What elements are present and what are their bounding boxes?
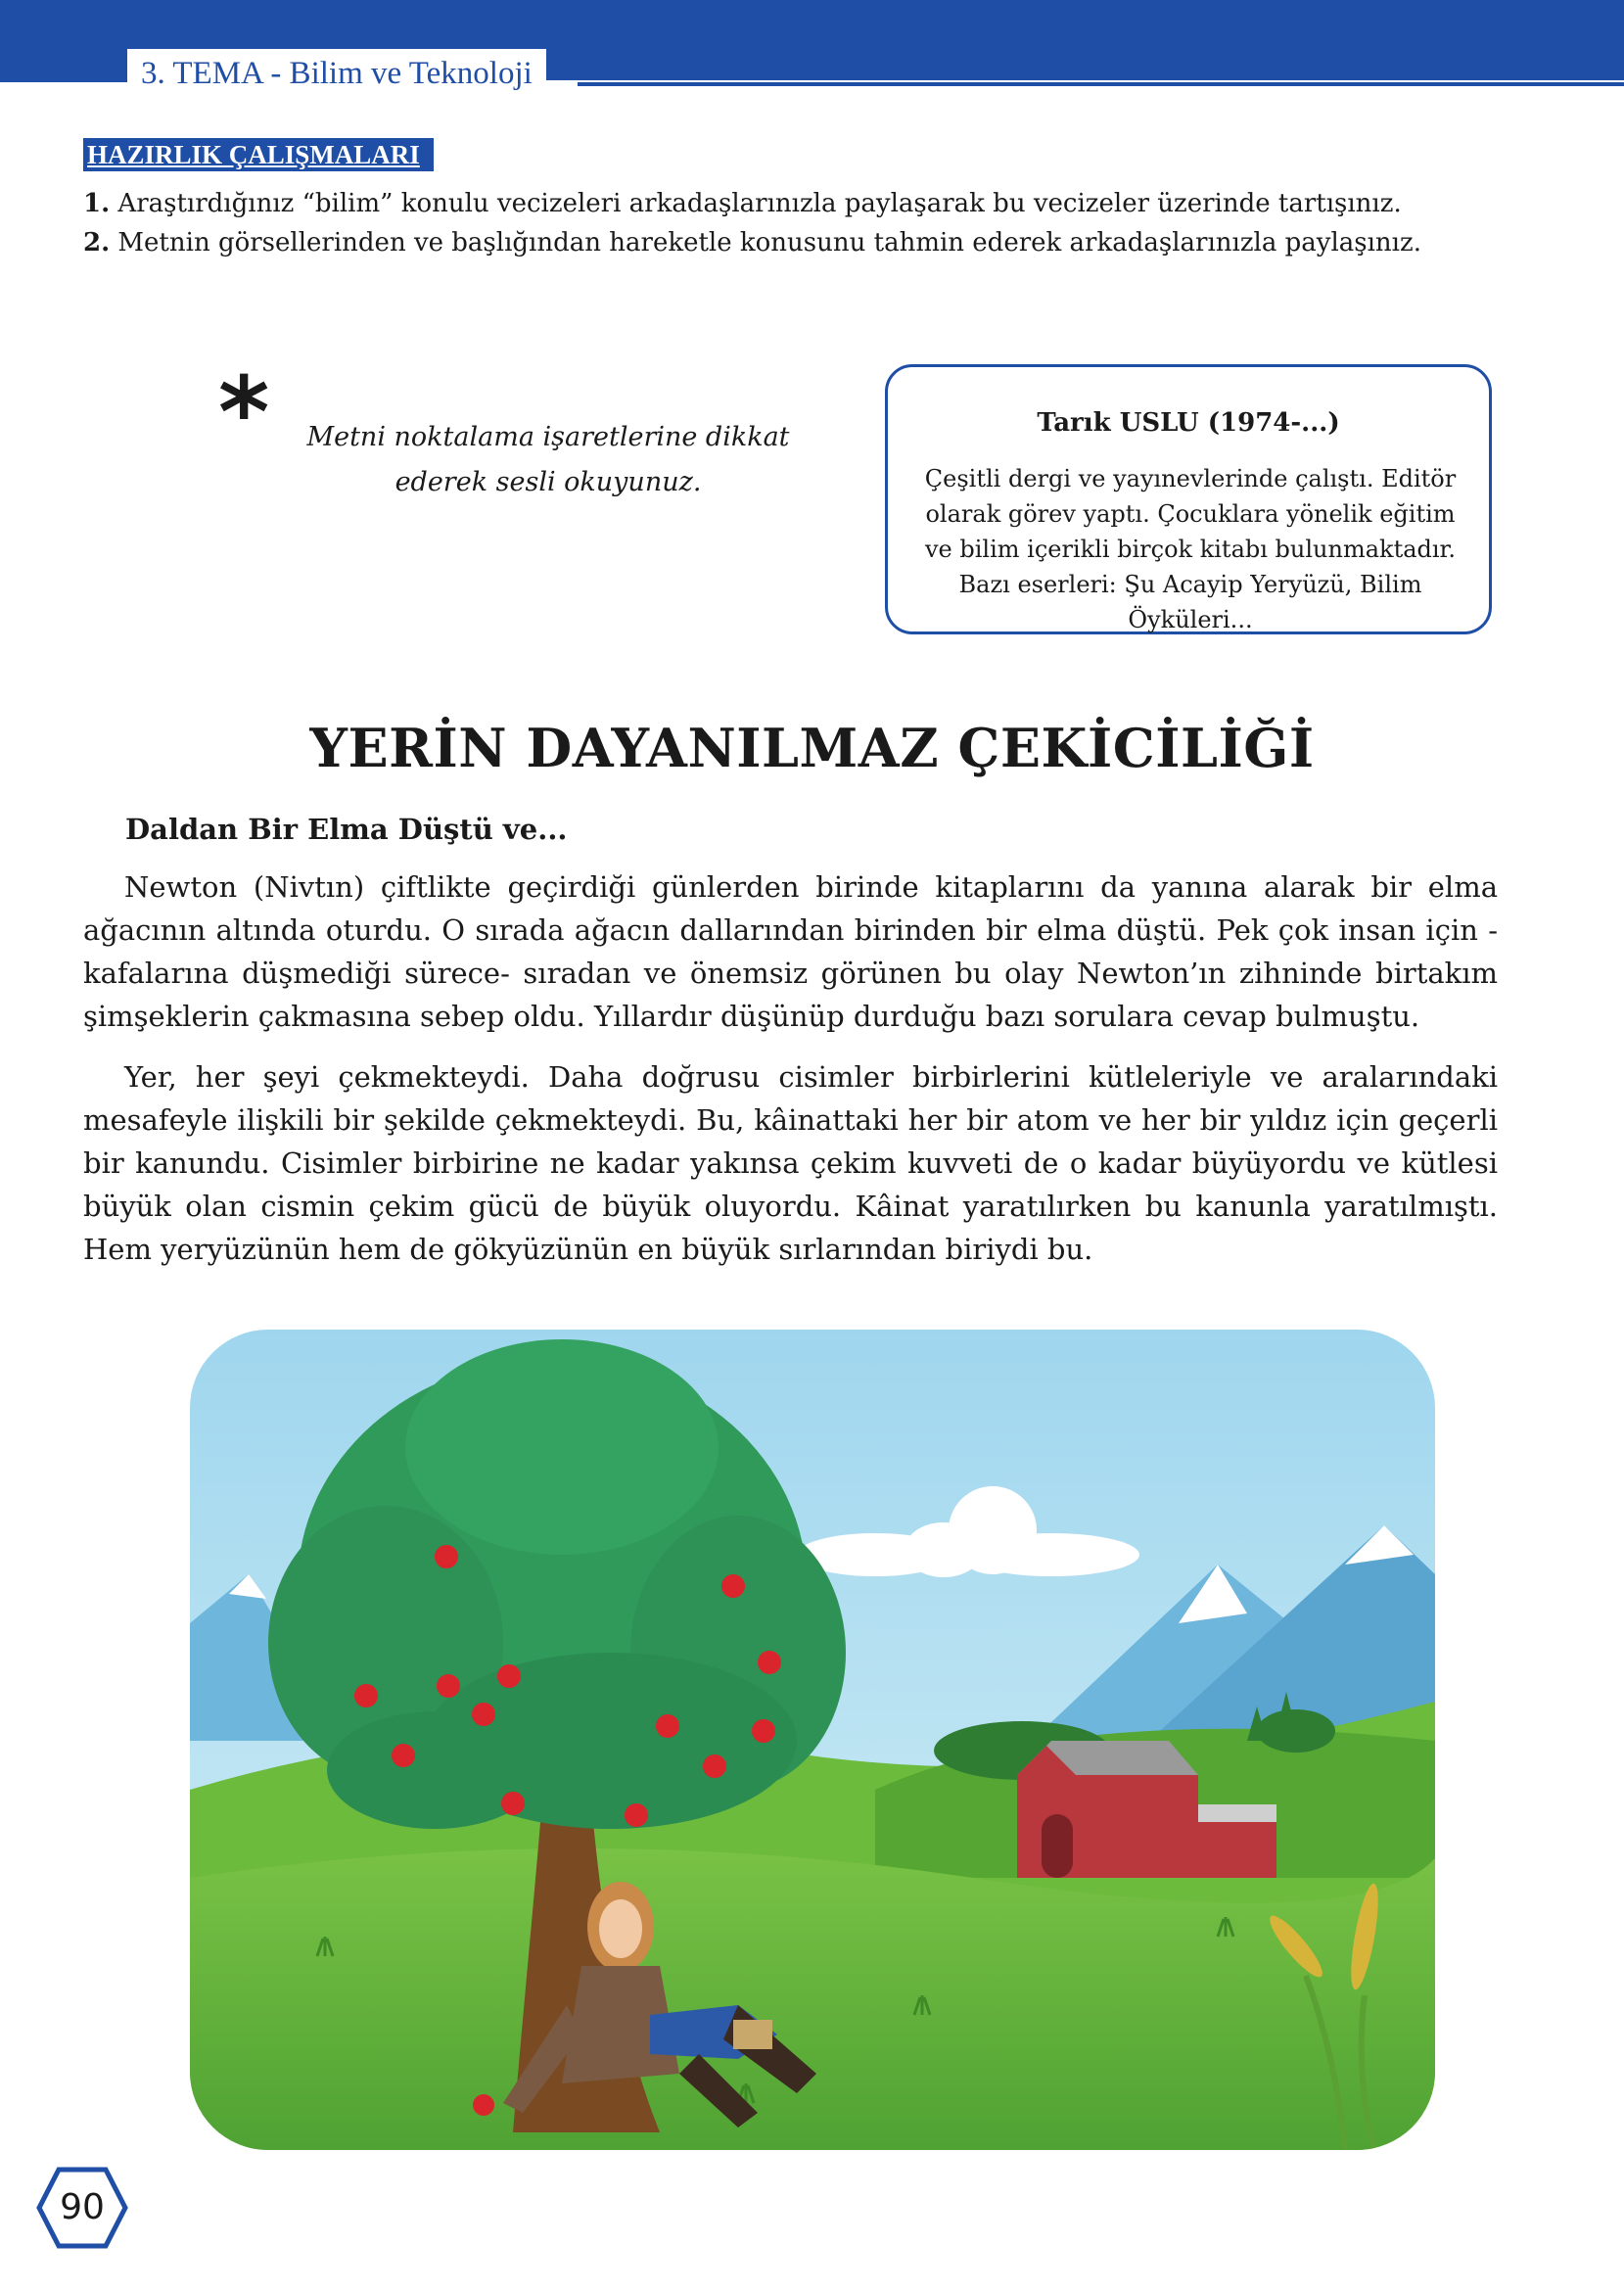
prep-item-2 <box>83 223 1421 262</box>
article-paragraph-2: Yer, her şeyi çekmekteydi. Daha doğrusu cisimler birbirlerini kütleleriyle ve aralarındaki mesafeyle ilişkili bir şekilde çekmekteydi. Bu, kâinattaki her bir atom ve her bir yıldız için geçerli bir kanundu. Cisimler birbirine ne kadar yakınsa çekim kuvveti de o kadar büyüyordu ve kütlesi büyük olan cismin çekim gücü de büyük oluyordu. Kâinat yaratılırken bu kanunla yaratılmıştı. Hem yeryüzünün hem de gökyüzünün en büyük sırlarından biriydi bu. <box>83 1060 1498 1266</box>
landscape-scene <box>190 1330 1435 2150</box>
page-number: 90 <box>60 2187 105 2227</box>
author-bio: Çeşitli dergi ve yayınevlerinde çalıştı. Editör olarak görev yaptı. Çocuklara yönelik eğitim ve bilim içerikli birçok kitabı bulunmaktadır. Bazı eserleri: Şu Acayip Yeryüzü, Bilim Öyküleri... <box>924 465 1457 633</box>
reading-note-line: ederek sesli okuyunuz. <box>394 467 702 497</box>
prep-item-text: Araştırdığınız “bilim” konulu vecizeleri arkadaşlarınızla paylaşarak bu vecizeler üzerinde tartışınız. <box>110 189 1402 218</box>
reading-note <box>284 415 812 505</box>
article-title: YERİN DAYANILMAZ ÇEKİCİLİĞİ <box>309 717 1315 779</box>
author-name: Tarık USLU (1974-...) <box>1037 408 1340 438</box>
reading-note-line: Metni noktalama işaretlerine dikkat <box>306 422 790 452</box>
prep-item-number: 1. <box>83 189 111 218</box>
newton-apple-tree-illustration <box>190 1330 1435 2150</box>
header-rule-left <box>0 78 127 82</box>
header-rule <box>578 82 1624 86</box>
prep-item-1 <box>83 184 1402 223</box>
theme-label: 3. TEMA - Bilim ve Teknoloji <box>127 49 546 98</box>
author-box <box>885 364 1492 634</box>
article-paragraph-1: Newton (Nivtın) çiftlikte geçirdiği günlerden birinde kitaplarını da yanına alarak bir elma ağacının altında oturdu. O sırada ağacın dallarından birinden bir elma düştü. Pek çok insan için -kafalarına düşmediği sürece- sıradan ve önemsiz görünen bu olay Newton’ın zihninde birtakım şimşeklerin çakmasına sebep oldu. Yıllardır düşünüp durduğu bazı sorulara cevap bulmuştu. <box>83 870 1498 1033</box>
asterisk-icon: * <box>218 355 270 470</box>
article-subheading: Daldan Bir Elma Düştü ve... <box>125 813 568 846</box>
prep-title: HAZIRLIK ÇALIŞMALARI <box>83 138 434 171</box>
prep-item-text: Metnin görsellerinden ve başlığından hareketle konusunu tahmin ederek arkadaşlarınızla paylaşınız. <box>110 228 1421 257</box>
page-number-badge <box>35 2166 129 2250</box>
prep-item-number: 2. <box>83 228 111 257</box>
